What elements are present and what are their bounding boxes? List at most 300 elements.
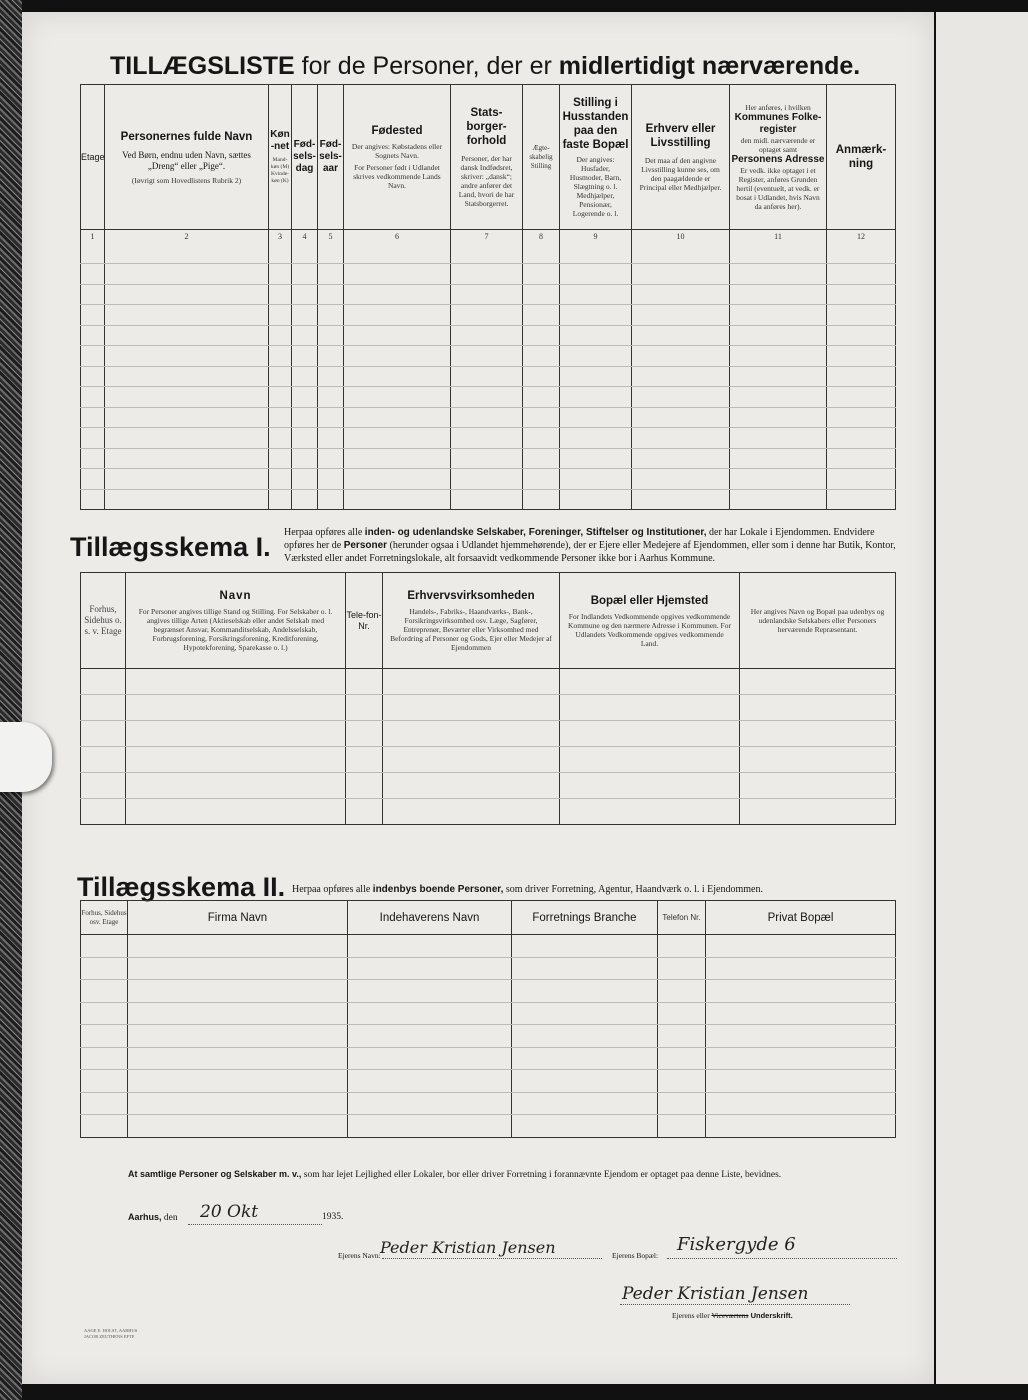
table-cell	[451, 264, 523, 285]
table-cell	[560, 346, 632, 367]
table-cell	[523, 469, 560, 490]
table-cell	[292, 387, 318, 408]
table-cell	[126, 747, 346, 773]
table-cell	[658, 1092, 706, 1115]
table-cell	[658, 1002, 706, 1025]
table-cell	[523, 448, 560, 469]
table-cell	[730, 264, 827, 285]
table-cell	[658, 1070, 706, 1093]
table-cell	[344, 387, 451, 408]
table-cell	[451, 244, 523, 264]
table-cell	[523, 407, 560, 428]
table-cell	[81, 980, 128, 1003]
table-cell	[346, 747, 383, 773]
table-cell	[827, 428, 896, 449]
table-cell	[292, 407, 318, 428]
table-cell	[827, 469, 896, 490]
skema1-row	[81, 669, 896, 695]
table-cell	[292, 244, 318, 264]
table-cell	[348, 1002, 512, 1025]
table-cell	[560, 284, 632, 305]
table-cell	[344, 244, 451, 264]
table-cell	[318, 448, 344, 469]
table-cell	[658, 1047, 706, 1070]
table-cell	[269, 346, 292, 367]
skema2-row	[81, 935, 896, 958]
supplementary-list-table	[80, 84, 896, 510]
table-cell	[523, 244, 560, 264]
table-cell	[81, 695, 126, 721]
date-handwritten: 20 Okt	[200, 1202, 259, 1222]
skema1-row	[81, 747, 896, 773]
table-cell	[81, 1115, 128, 1138]
table-cell	[348, 935, 512, 958]
table-cell	[523, 284, 560, 305]
table-cell	[105, 284, 269, 305]
table-cell	[706, 1115, 896, 1138]
table-cell	[81, 366, 105, 387]
table-cell	[451, 325, 523, 346]
printer-imprint: AAGE E. HOLST, AARHUS JACOB ZEUTHENS EFTF.	[84, 1328, 138, 1339]
table-cell	[827, 244, 896, 264]
table-cell	[318, 244, 344, 264]
table-cell	[523, 325, 560, 346]
table-cell	[81, 284, 105, 305]
table-cell	[512, 1002, 658, 1025]
table-cell	[81, 935, 128, 958]
skema1-title: Tillægsskema I.	[70, 532, 271, 562]
table-cell	[632, 489, 730, 510]
table-cell	[318, 489, 344, 510]
owner-address-field	[667, 1258, 897, 1259]
table-cell	[318, 428, 344, 449]
table-cell	[292, 366, 318, 387]
col-foedselsaar: Fød-sels-aar	[318, 85, 344, 230]
table-cell	[730, 366, 827, 387]
table-cell	[658, 1115, 706, 1138]
table-cell	[523, 428, 560, 449]
table-cell	[348, 1025, 512, 1048]
table1-row	[81, 325, 896, 346]
table-cell	[318, 407, 344, 428]
table-cell	[318, 366, 344, 387]
table-cell	[81, 489, 105, 510]
table-cell	[81, 957, 128, 980]
table-cell	[632, 387, 730, 408]
table-cell	[292, 448, 318, 469]
table-cell	[827, 346, 896, 367]
table-cell	[269, 244, 292, 264]
table-cell	[451, 346, 523, 367]
table-cell	[451, 469, 523, 490]
table-cell	[632, 448, 730, 469]
table-cell	[105, 428, 269, 449]
page-tab	[0, 722, 52, 792]
table-cell	[81, 407, 105, 428]
table-cell	[523, 264, 560, 285]
table-cell	[348, 1070, 512, 1093]
skema1-row	[81, 773, 896, 799]
table-cell	[730, 305, 827, 326]
table-cell	[560, 244, 632, 264]
table-cell	[105, 325, 269, 346]
table-cell	[346, 799, 383, 825]
table-cell	[730, 244, 827, 264]
table-cell	[348, 1092, 512, 1115]
table-cell	[632, 264, 730, 285]
book-spine	[0, 0, 22, 1400]
table-cell	[560, 721, 740, 747]
table-cell	[81, 244, 105, 264]
table-cell	[269, 305, 292, 326]
table1-row	[81, 448, 896, 469]
table-cell	[827, 366, 896, 387]
year: 1935.	[322, 1212, 344, 1222]
table-cell	[81, 773, 126, 799]
table-cell	[383, 799, 560, 825]
table-cell	[730, 325, 827, 346]
table-cell	[730, 387, 827, 408]
table1-number-row: 1 2 3 4 5 6 7 8 9 10 11 12	[81, 230, 896, 244]
skema2-row	[81, 1002, 896, 1025]
table-cell	[105, 244, 269, 264]
table-cell	[81, 669, 126, 695]
table-cell	[292, 325, 318, 346]
table-cell	[344, 407, 451, 428]
owner-name-handwritten: Peder Kristian Jensen	[380, 1238, 556, 1257]
table-cell	[344, 469, 451, 490]
signature-label: Ejerens eller Viceværtens Underskrift.	[672, 1311, 793, 1320]
table-cell	[827, 387, 896, 408]
table-cell	[740, 721, 896, 747]
col-fulde-navn: Personernes fulde Navn Ved Børn, endnu uden Navn, sættes „Dreng“ eller „Pige“. (Iøvrigt som Hovedlistens Rubrik 2)	[105, 85, 269, 230]
table-cell	[827, 264, 896, 285]
table-cell	[269, 284, 292, 305]
table-cell	[706, 980, 896, 1003]
table-cell	[346, 721, 383, 747]
table1-row	[81, 428, 896, 449]
table-cell	[269, 325, 292, 346]
table-cell	[81, 346, 105, 367]
table-cell	[523, 387, 560, 408]
table-cell	[730, 448, 827, 469]
table-cell	[128, 957, 348, 980]
table1-row	[81, 264, 896, 285]
table-cell	[658, 1025, 706, 1048]
table-cell	[344, 448, 451, 469]
table-cell	[292, 284, 318, 305]
table-cell	[346, 695, 383, 721]
skema1-row	[81, 695, 896, 721]
table-cell	[730, 489, 827, 510]
table-cell	[346, 773, 383, 799]
table-cell	[512, 1092, 658, 1115]
table-cell	[269, 428, 292, 449]
table-cell	[632, 305, 730, 326]
skema2-intro: Herpaa opføres alle indenbys boende Personer, som driver Forretning, Agentur, Haandværk o. l. i Ejendommen.	[292, 884, 763, 895]
table-cell	[560, 695, 740, 721]
table-cell	[269, 469, 292, 490]
col-statsborgerforhold: Stats-borger-forhold Personer, der har dansk Indfødsret, skriver: „dansk“; andre anfører det Land, hvori de har Statsborgerret.	[451, 85, 523, 230]
table-cell	[81, 325, 105, 346]
table-cell	[81, 305, 105, 326]
table-cell	[560, 669, 740, 695]
table-cell	[126, 669, 346, 695]
table-cell	[348, 980, 512, 1003]
col-folkeregister: Her anføres, i hvilken Kommunes Folke-register den midl. nærværende er optaget samt Personens Adresse Er vedk. ikke optaget i et Register, anføres Grunden hertil (eventuelt, at vedk. er bosat i Udlandet, hvis Navn da anføres her).	[730, 85, 827, 230]
table-cell	[128, 1025, 348, 1048]
col-stilling-husstand: Stilling i Husstanden paa den faste Bopæl Der angives: Husfader, Husmoder, Barn, Slægtning o. l. Medhjælper, Pensionær, Logerende o. l.	[560, 85, 632, 230]
date-field	[188, 1224, 322, 1225]
table-cell	[81, 469, 105, 490]
table-cell	[126, 695, 346, 721]
table-cell	[383, 695, 560, 721]
table-cell	[81, 1070, 128, 1093]
table-cell	[292, 264, 318, 285]
table-cell	[632, 428, 730, 449]
table-cell	[344, 264, 451, 285]
table-cell	[560, 489, 632, 510]
skema1-row	[81, 721, 896, 747]
table-cell	[126, 721, 346, 747]
table-cell	[560, 799, 740, 825]
table-cell	[81, 1025, 128, 1048]
table-cell	[560, 366, 632, 387]
table-cell	[658, 980, 706, 1003]
table-cell	[560, 407, 632, 428]
table-cell	[81, 1047, 128, 1070]
table-cell	[560, 305, 632, 326]
table-cell	[383, 669, 560, 695]
table-cell	[344, 325, 451, 346]
table-cell	[344, 428, 451, 449]
table-cell	[269, 407, 292, 428]
table-cell	[740, 747, 896, 773]
date-line: Aarhus, den	[128, 1212, 178, 1223]
table-cell	[383, 773, 560, 799]
table-cell	[81, 428, 105, 449]
skema1-intro: Herpaa opføres alle inden- og udenlandske Selskaber, Foreninger, Stiftelser og Institutioner, der har Lokale i Ejendommen. Endvidere opføres her de Personer (herunder ogsaa i Udlandet hjemmehørende), der er Ejere eller Medejere af Ejendommen, eller som i denne har Butik, Kontor, Værksted eller andet Forretningslokale, alt forsaavidt vedkommende Personer ikke bor i Aarhus Kommune.	[284, 527, 896, 564]
table-cell	[632, 284, 730, 305]
skema1-table	[80, 572, 896, 825]
table-cell	[383, 721, 560, 747]
table-cell	[269, 366, 292, 387]
table-cell	[269, 448, 292, 469]
table-cell	[128, 1092, 348, 1115]
col-anmaerkning: Anmærk-ning	[827, 85, 896, 230]
table1-row	[81, 407, 896, 428]
table-cell	[126, 773, 346, 799]
table-cell	[128, 1115, 348, 1138]
table-cell	[126, 799, 346, 825]
table-cell	[318, 284, 344, 305]
title-main: TILLÆGSLISTE	[110, 52, 295, 80]
table-cell	[344, 366, 451, 387]
table1-row	[81, 305, 896, 326]
table-cell	[81, 747, 126, 773]
skema1-row	[81, 799, 896, 825]
table-cell	[523, 346, 560, 367]
table-cell	[512, 935, 658, 958]
table-cell	[740, 773, 896, 799]
table-cell	[269, 387, 292, 408]
table-cell	[706, 957, 896, 980]
table-cell	[523, 305, 560, 326]
skema2-row	[81, 1047, 896, 1070]
table-cell	[318, 305, 344, 326]
skema2-row	[81, 1070, 896, 1093]
table-cell	[730, 346, 827, 367]
table-cell	[451, 366, 523, 387]
skema2-row	[81, 1025, 896, 1048]
col-erhverv: Erhverv eller Livsstilling Det maa af den angivne Livsstilling kunne ses, om den paagældende er Principal eller Medhjælper.	[632, 85, 730, 230]
table-cell	[105, 264, 269, 285]
skema1-header-row: Forhus, Sidehus o. s. v. Etage Navn For Personer angives tillige Stand og Stilling. For Selskaber o. l. angives tillige Arten (Aktieselskab eller andet Selskab med begrænset Ansvar, Kommanditselskab, Andelsselskab, Forbrugsforening, Forsikringsforening, Kreditforening, Hypotekforening, Sparekasse o. l.) Tele-fon-Nr. Erhvervsvirksomheden Handels-, Fabriks-, Haandværks-, Bank-, Forsikringsvirksomhed osv. Læge, Sagfører, Entreprenør, Beværter eller Virksomhed med Befordring af Personer og Gods, Ejer eller Medejer af Ejendommen Bopæl eller Hjemsted For Indlandets Vedkommende opgives vedkommende Kommune og den nærmere Adresse i Kommunen. For Udlandets Vedkommende opgives vedkommende Land. Her angives Navn og Bopæl paa udenbys og udenlandske Selskabers eller Personers herværende Repræsentant.	[81, 573, 896, 669]
table-cell	[318, 264, 344, 285]
table-cell	[344, 305, 451, 326]
table-cell	[632, 346, 730, 367]
table-cell	[128, 1002, 348, 1025]
table-cell	[740, 669, 896, 695]
table-cell	[827, 325, 896, 346]
table-cell	[105, 448, 269, 469]
table-cell	[730, 428, 827, 449]
table-cell	[560, 773, 740, 799]
table-cell	[269, 264, 292, 285]
table1-row	[81, 387, 896, 408]
table-cell	[344, 284, 451, 305]
col-koennet: Køn-net Mand-køn (M) Kvinde-køn (K)	[269, 85, 292, 230]
table-cell	[128, 1070, 348, 1093]
table-cell	[451, 489, 523, 510]
table1-row	[81, 469, 896, 490]
table-cell	[81, 264, 105, 285]
table-cell	[560, 469, 632, 490]
table-cell	[827, 489, 896, 510]
table-cell	[451, 428, 523, 449]
owner-address-handwritten: Fiskergyde 6	[677, 1234, 796, 1255]
table-cell	[292, 469, 318, 490]
table-cell	[706, 1070, 896, 1093]
table-cell	[706, 935, 896, 958]
skema2-table	[80, 900, 896, 1138]
table-cell	[346, 669, 383, 695]
form-page	[22, 12, 934, 1384]
declaration: At samtlige Personer og Selskaber m. v., som har lejet Lejlighed eller Lokaler, bor eller driver Forretning i forannævnte Ejendom er optaget paa denne Liste, bevidnes.	[128, 1169, 782, 1180]
table1-row	[81, 366, 896, 387]
skema2-row	[81, 1092, 896, 1115]
table-cell	[560, 264, 632, 285]
table-cell	[730, 469, 827, 490]
table-cell	[348, 1115, 512, 1138]
owner-name-field	[382, 1258, 602, 1259]
table-cell	[292, 428, 318, 449]
table-cell	[512, 1115, 658, 1138]
owner-signature: Peder Kristian Jensen	[622, 1284, 809, 1304]
table-cell	[560, 747, 740, 773]
table-cell	[740, 695, 896, 721]
table-cell	[512, 1025, 658, 1048]
table-cell	[827, 448, 896, 469]
table1-row	[81, 284, 896, 305]
facing-page	[936, 12, 1028, 1384]
table-cell	[560, 387, 632, 408]
table1-header-row	[81, 85, 896, 230]
table-cell	[105, 346, 269, 367]
table-cell	[292, 346, 318, 367]
table-cell	[81, 387, 105, 408]
table-cell	[512, 1070, 658, 1093]
table1-row	[81, 244, 896, 264]
table-cell	[81, 1092, 128, 1115]
table1-row	[81, 346, 896, 367]
table-cell	[105, 366, 269, 387]
owner-name-label: Ejerens Navn:	[338, 1251, 381, 1260]
table-cell	[706, 1047, 896, 1070]
table-cell	[451, 284, 523, 305]
owner-address-label: Ejerens Bopæl:	[612, 1251, 659, 1260]
table-cell	[128, 980, 348, 1003]
table-cell	[451, 387, 523, 408]
table-cell	[827, 284, 896, 305]
table-cell	[632, 244, 730, 264]
col-foedselsdag: Fød-sels-dag	[292, 85, 318, 230]
table-cell	[706, 1025, 896, 1048]
table-cell	[128, 1047, 348, 1070]
table-cell	[344, 489, 451, 510]
skema2-row	[81, 957, 896, 980]
table-cell	[344, 346, 451, 367]
table-cell	[318, 346, 344, 367]
title-bold-end: midlertidigt nærværende.	[558, 52, 861, 80]
table-cell	[730, 407, 827, 428]
table-cell	[523, 489, 560, 510]
col-foedested: Fødested Der angives: Købstadens eller Sognets Navn. For Personer født i Udlandet skrives vedkommende Lands Navn.	[344, 85, 451, 230]
table-cell	[81, 721, 126, 747]
table-cell	[81, 799, 126, 825]
skema2-row	[81, 1115, 896, 1138]
table-cell	[523, 366, 560, 387]
table-cell	[105, 489, 269, 510]
table-cell	[128, 935, 348, 958]
table-cell	[105, 469, 269, 490]
skema2-row	[81, 980, 896, 1003]
table-cell	[827, 407, 896, 428]
table-cell	[632, 366, 730, 387]
skema2-title: Tillægsskema II.	[77, 872, 286, 902]
table-cell	[560, 448, 632, 469]
table-cell	[348, 957, 512, 980]
col-aegteskabelig-stilling: Ægte-skabelig Stilling	[523, 85, 560, 230]
table-cell	[451, 305, 523, 326]
table-cell	[318, 387, 344, 408]
table-cell	[658, 935, 706, 958]
table-cell	[292, 489, 318, 510]
table-cell	[730, 284, 827, 305]
skema2-header-row: Forhus, Sidehus osv. Etage Firma Navn Indehaverens Navn Forretnings Branche Telefon Nr. Privat Bopæl	[81, 901, 896, 935]
col-etage: Etage	[81, 85, 105, 230]
table-cell	[632, 325, 730, 346]
table-cell	[632, 469, 730, 490]
table-cell	[318, 469, 344, 490]
table-cell	[632, 407, 730, 428]
table-cell	[658, 957, 706, 980]
table-cell	[740, 799, 896, 825]
table-cell	[318, 325, 344, 346]
table-cell	[81, 448, 105, 469]
table-cell	[451, 407, 523, 428]
table-cell	[383, 747, 560, 773]
